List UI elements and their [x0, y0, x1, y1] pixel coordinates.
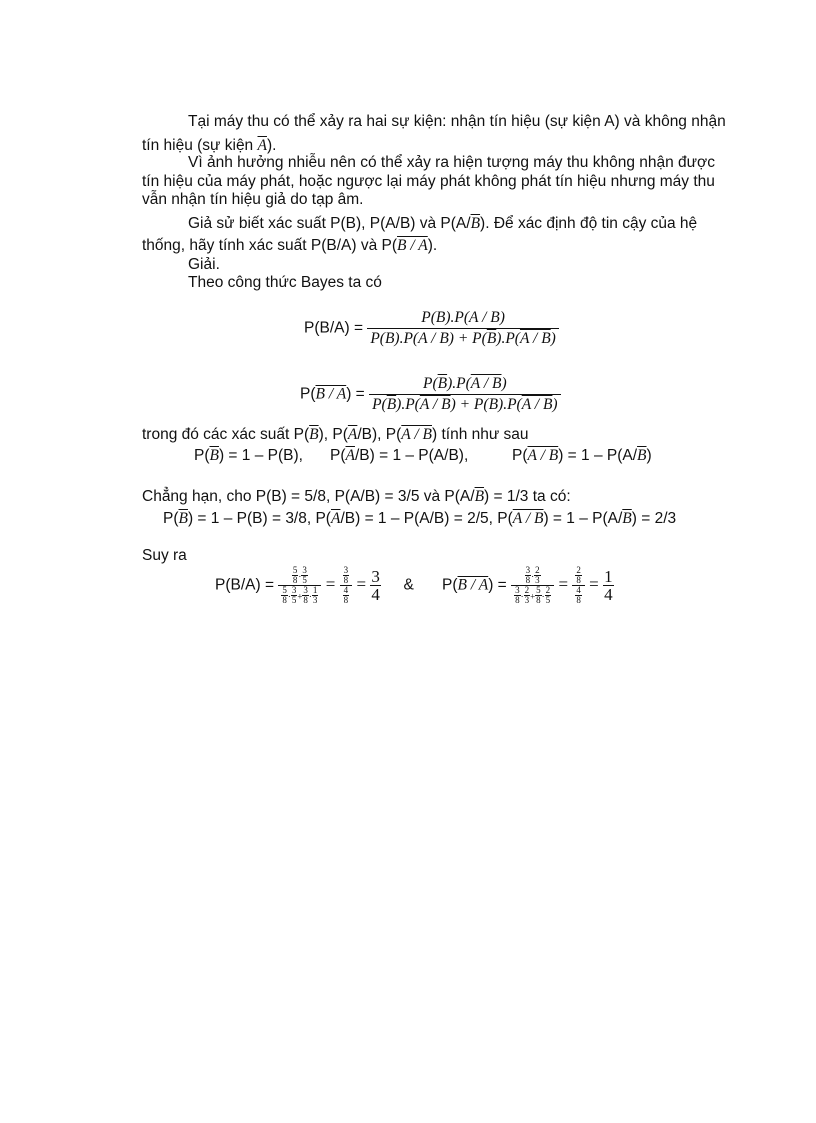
example-line: Chẳng hạn, cho P(B) = 5/8, P(A/B) = 3/5 và $P(A/\overline{B}) = 1/3$ ta có:	[142, 488, 571, 505]
solve-heading: Giải.	[188, 256, 220, 273]
paragraph-2-line-3: vẫn nhận tín hiệu giả do tạp âm.	[142, 191, 364, 208]
example-values: $P(\overline{B}) = 1 - P(B) = 3/8$, $P(\overline{A}/B) = 1 - P(A/B) = 2/5$, $P(A / B) = 1 - P(A/\overline{B}) = 2/3$	[163, 510, 677, 527]
formula-bayes-b-given-a: P(B/A) = $\frac{P(B).P(A / B)}{P(B).P(A / B) + P(\overline{B}).P(A / B)}$	[304, 308, 559, 349]
paragraph-2-line-1: Vì ảnh hưởng nhiễu nên có thể xảy ra hiện tượng máy thu không nhận được	[188, 154, 715, 171]
bayes-intro: Theo công thức Bayes ta có	[188, 274, 382, 291]
result-b-given-a: P(B/A) = $\frac{5}{8}$ · $\frac{3}{5}$ $\frac{5}{8}$ · $\frac{3}{5}$ + $\frac{3}{8}$ · $\frac{1}{3}$ = $\frac{\frac{3}{8}}{\frac{4}{8}}$ = $\frac{3}{4}$ &	[215, 565, 414, 605]
paragraph-3-line-2: thống, hãy tính xác suất P(B/A) và P(B / A).	[142, 237, 438, 254]
paragraph-3-line-1: Giả sử biết xác suất P(B), P(A/B) và $P(A/\overline{B})$. Để xác định độ tin cậy của hệ	[188, 215, 698, 232]
complement-2: $P(\overline{A}/B) = 1 - P(A/B)$,	[330, 447, 469, 464]
formula-bayes-notb-given-nota: P(B / A) = $\frac{P(\overline{B}).P(A / B)}{P(\overline{B}).P(A / B) + P(B).P(A / B)}$	[300, 374, 561, 415]
paragraph-2-line-2: tín hiệu của máy phát, hoặc ngược lại máy phát không phát tín hiệu nhưng máy thu	[142, 173, 715, 190]
paragraph-1-line-1: Tại máy thu có thể xảy ra hai sự kiện: nhận tín hiệu (sự kiện A) và không nhận	[188, 113, 726, 130]
complement-1: $P(\overline{B}) = 1 - P(B)$,	[194, 447, 303, 464]
hence-label: Suy ra	[142, 547, 187, 564]
complement-intro: trong đó các xác suất $P(\overline{B})$, $P(\overline{A}/B)$, P(A / B) tính như sau	[142, 426, 529, 443]
complement-3: $P(A / B) = 1 - P(A/\overline{B})$	[512, 447, 652, 464]
paragraph-1-line-2: tín hiệu (sự kiện $\overline{A}$).	[142, 137, 277, 154]
result-notb-given-nota: P(B / A) = $\frac{3}{8}$ · $\frac{2}{3}$ $\frac{3}{8}$ · $\frac{2}{3}$ + $\frac{5}{8}$ · $\frac{2}{5}$ = $\frac{\frac{2}{8}}{\frac{4}{8}}$ = $\frac{1}{4}$	[442, 565, 613, 605]
